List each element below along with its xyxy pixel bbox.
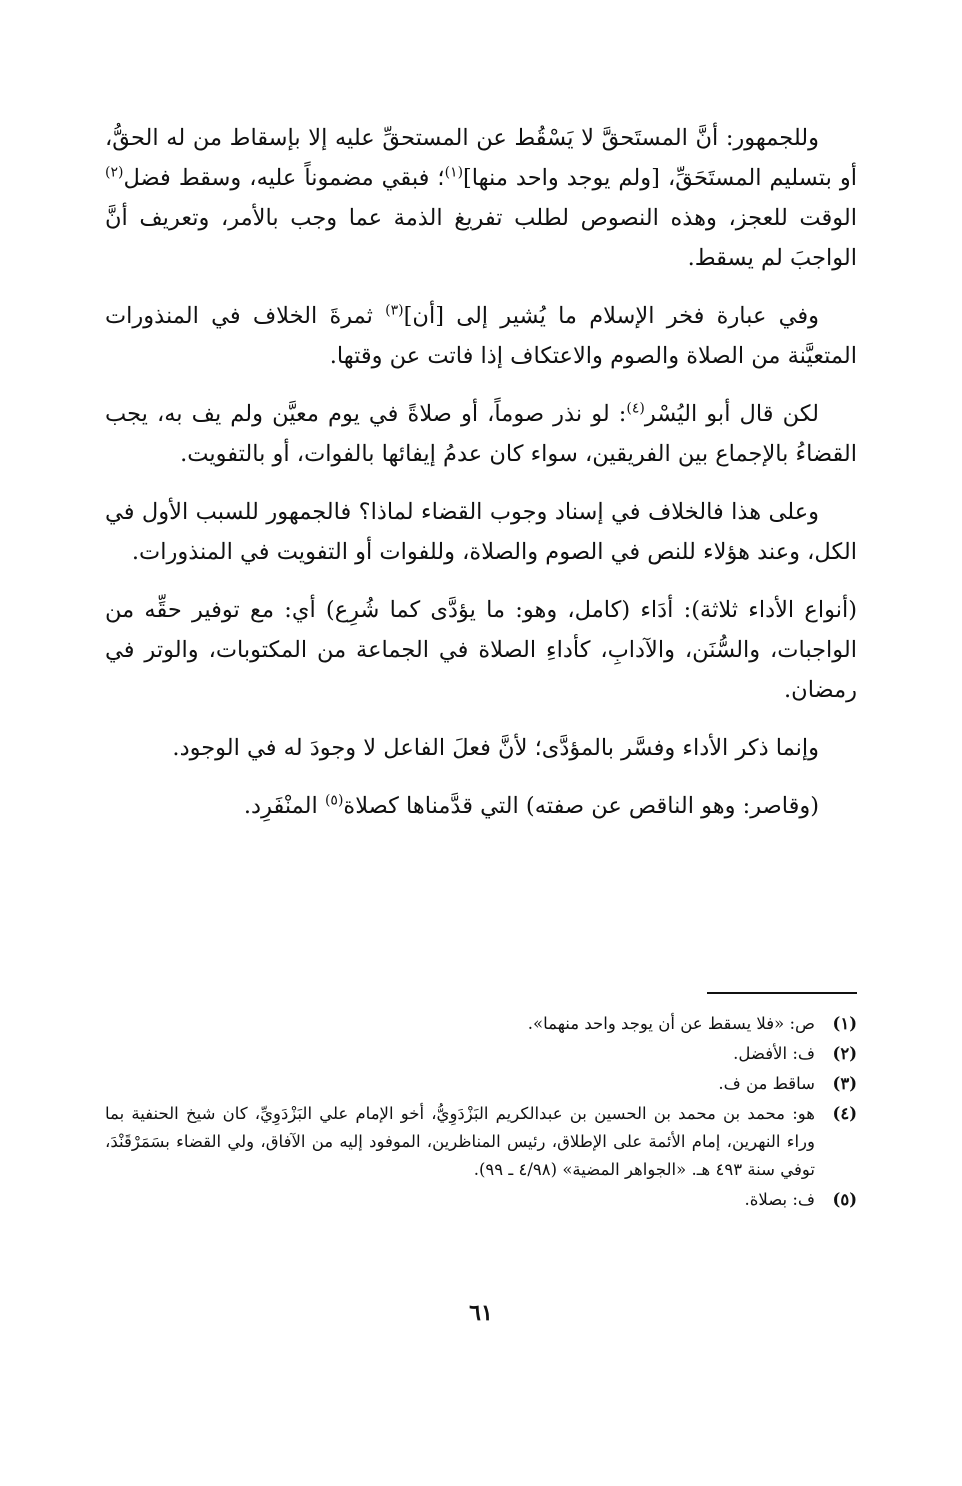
footnote-5-text: ف: بصلاة. xyxy=(744,1190,815,1209)
footnote-1-number: (١) xyxy=(832,1014,857,1033)
paragraph-2 xyxy=(105,296,857,376)
paragraph-5-text: (أنواع الأداء ثلاثة): أدَاء (كامل، وهو: ما يؤدَّى كما شُرِع) أي: مع توفير حقِّه من الواجبات، والسُّنَن، والآدابِ، كأداءِ الصلاة في الجماعة من المكتوبات، والوتر في رمضان. xyxy=(105,597,857,703)
paragraph-7-text-a: (وقاصر: وهو الناقص عن صفته) التي قدَّمناها كصلاة xyxy=(343,793,819,819)
footnote-2-number: (٢) xyxy=(832,1044,857,1063)
footnote-4 xyxy=(105,1100,857,1184)
footnote-ref-4: (٤) xyxy=(626,400,645,417)
footnote-2-text: ف: الأفضل. xyxy=(733,1044,815,1063)
paragraph-6 xyxy=(105,728,857,768)
footnote-ref-2: (٢) xyxy=(105,164,124,181)
footnote-3-number: (٣) xyxy=(832,1074,857,1093)
footnote-5-number: (٥) xyxy=(832,1190,857,1209)
paragraph-2-text-b: ثمرةَ الخلاف في المنذورات المتعيَّنة من الصلاة والصوم والاعتكاف إذا فاتت عن وقتها. xyxy=(105,303,857,369)
footnote-ref-3: (٣) xyxy=(385,302,404,319)
footnote-ref-1: (١) xyxy=(444,164,464,181)
paragraph-3-text-b: : لو نذر صوماً، أو صلاةً في يوم معيَّن ولم يف به، يجب القضاءُ بالإجماع بين الفريقين، سواء كان عدمُ إيفائها بالفوات، أو بالتفويت. xyxy=(105,401,857,467)
main-text xyxy=(105,118,857,826)
paragraph-6-text: وإنما ذكر الأداء وفسَّر بالمؤدَّى؛ لأنَّ فعلَ الفاعل لا وجودَ له في الوجود. xyxy=(172,735,819,761)
footnotes xyxy=(105,1010,857,1216)
paragraph-7 xyxy=(105,786,857,826)
page-number: ٦١ xyxy=(469,1300,493,1326)
footnote-3-text: ساقط من ف. xyxy=(718,1074,815,1093)
footnote-1-text: ص: «فلا يسقط عن أن يوجد واحد منهما». xyxy=(527,1014,815,1033)
footnote-ref-5: (٥) xyxy=(324,792,344,809)
paragraph-3 xyxy=(105,394,857,474)
footnote-4-number: (٤) xyxy=(832,1104,857,1123)
footnote-5 xyxy=(105,1186,857,1214)
paragraph-1-text-b: ؛ فبقي مضموناً عليه، وسقط فضل xyxy=(123,165,445,191)
paragraph-4-text: وعلى هذا فالخلاف في إسناد وجوب القضاء لماذا؟ فالجمهور للسبب الأول في الكل، وعند هؤلاء للنص في الصوم والصلاة، وللفوات أو التفويت في المنذورات. xyxy=(105,499,857,565)
footnote-1 xyxy=(105,1010,857,1038)
footnote-2 xyxy=(105,1040,857,1068)
footnote-3 xyxy=(105,1070,857,1098)
paragraph-5 xyxy=(105,590,857,710)
paragraph-4 xyxy=(105,492,857,572)
paragraph-1-text-a: وللجمهور: أنَّ المستَحقَّ لا يَسْقُط عن المستحقِّ عليه إلا بإسقاط من له الحقُّ، أو بتسليم المستَحَقِّ، [ولم يوجد واحد منها] xyxy=(105,125,857,191)
paragraph-1-text-c: الوقت للعجز، وهذه النصوص لطلب تفريغ الذمة عما وجب بالأمر، وتعريف أنَّ الواجبَ لم يسقط. xyxy=(105,205,857,271)
footnote-divider xyxy=(707,992,857,994)
paragraph-7-text-b: المنْفَرِد. xyxy=(243,793,325,819)
paragraph-2-text-a: وفي عبارة فخر الإسلام ما يُشير إلى [أن] xyxy=(403,303,819,329)
paragraph-1 xyxy=(105,118,857,278)
paragraph-3-text-a: لكن قال أبو اليُسْر xyxy=(644,401,820,427)
footnote-4-text: هو: محمد بن محمد بن الحسين بن عبدالكريم البَزْدَوِيُّ، أخو الإمام علي البَزْدَوِيِّ، كان شيخ الحنفية بما وراء النهرين، إمام الأئمة على الإطلاق، رئيس المناظرين، الموفود إليه من الآفاق، ولي القضاء بسَمَرْقَنْدَ، توفي سنة ٤٩٣ هـ. «الجواهر المضية» (٤/٩٨ ـ ٩٩). xyxy=(105,1104,815,1179)
